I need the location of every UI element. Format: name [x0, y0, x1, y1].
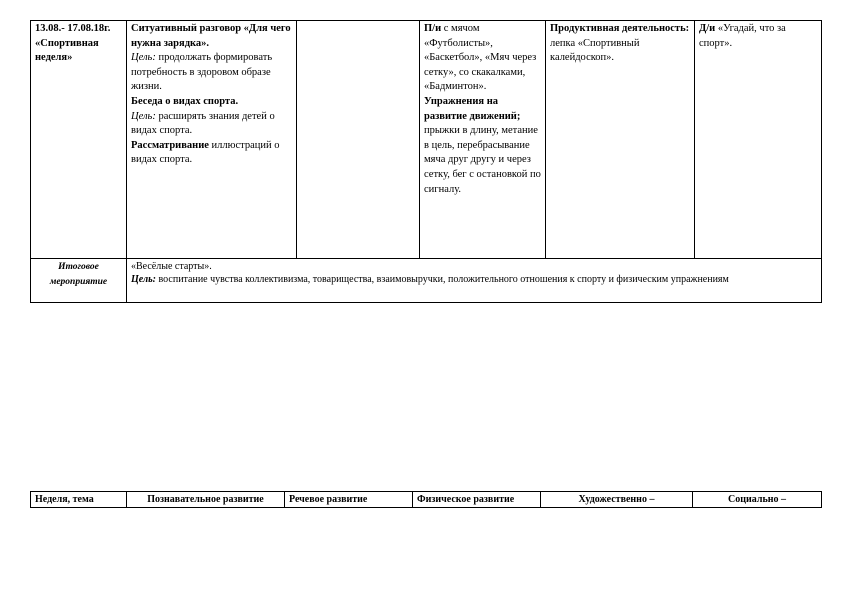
activity-label: Продуктивная деятельность:: [550, 23, 690, 34]
final-event-goal-label: Цель:: [131, 274, 156, 285]
header-social: Социально –: [693, 492, 822, 508]
social-game-text: «Угадай, что за спорт».: [699, 23, 786, 49]
games-label: П/и: [424, 23, 442, 34]
header-row: [31, 492, 822, 508]
exercises-label: Упражнения на развитие движений;: [424, 95, 521, 122]
physical-cell: [420, 21, 546, 259]
header-cognitive: Познавательное развитие: [127, 492, 285, 508]
final-event-goal-text: воспитание чувства коллективизма, товарищества, взаимовыручки, положительного отношения к спорту и физическим упражнениям: [156, 274, 729, 285]
plan-table: [30, 20, 822, 303]
final-event-row: [31, 259, 822, 303]
week-row: [31, 21, 822, 259]
goal2-text: расширять знания детей о видах спорта.: [131, 110, 275, 137]
week-dates: 13.08.- 17.08.18г.: [35, 23, 111, 34]
goal2-label: Цель:: [131, 110, 156, 122]
final-event-label-cell: [31, 259, 127, 303]
goal1-text: продолжать формировать потребность в здоровом образе жизни.: [131, 52, 273, 93]
bottom-header-table: [30, 491, 822, 508]
conversation-title: Беседа о видах спорта.: [131, 95, 239, 107]
social-game-label: Д/и: [699, 23, 716, 34]
week-title: «Спортивная неделя»: [35, 37, 99, 64]
social-cell: [695, 21, 822, 259]
final-event-title: «Весёлые старты».: [131, 261, 212, 272]
artistic-cell: [546, 21, 695, 259]
final-event-label: Итоговое мероприятие: [49, 262, 108, 287]
week-cell: [31, 21, 127, 259]
viewing-title: Рассматривание: [131, 139, 209, 151]
speech-cell: [297, 21, 420, 259]
exercises-text: прыжки в длину, метание в цель, перебрасывание мяча друг другу и через сетку, бег с остановкой по сигналу.: [424, 125, 541, 195]
cognitive-cell: [127, 21, 297, 259]
games-text: с мячом «Футболисты», «Баскетбол», «Мяч через сетку», со скакалками, «Бадминтон».: [424, 23, 537, 93]
talk-title: Ситуативный разговор «Для чего нужна зарядка».: [131, 23, 291, 49]
header-artistic: Художественно –: [541, 492, 693, 508]
goal1-label: Цель:: [131, 52, 156, 64]
activity-text: лепка «Спортивный калейдоскоп».: [550, 37, 640, 64]
header-week: Неделя, тема: [31, 492, 127, 508]
viewing-text: иллюстраций о видах спорта.: [131, 139, 280, 166]
header-physical: Физическое развитие: [413, 492, 541, 508]
header-speech: Речевое развитие: [285, 492, 413, 508]
final-event-cell: [127, 259, 822, 303]
